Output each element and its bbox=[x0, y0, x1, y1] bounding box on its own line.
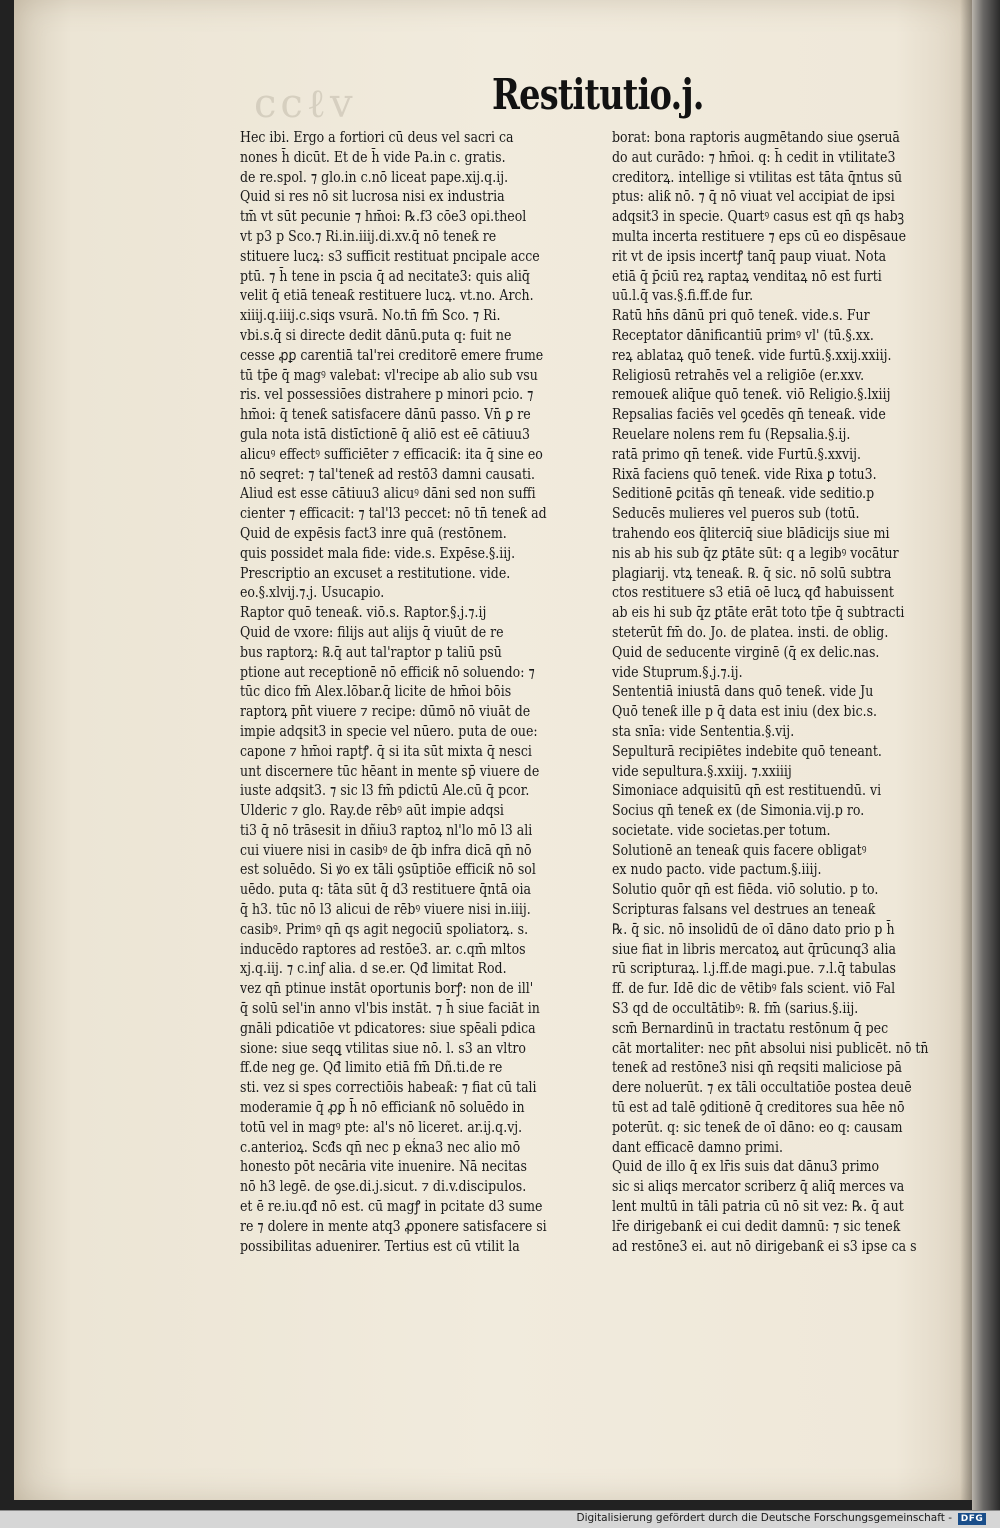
text-line: quis possidet mala fide: vide.s. Expēse.§.iij. bbox=[240, 544, 516, 562]
text-line: creditorꝝ. intellige si vtilitas est tāta q̄ntus sū bbox=[612, 168, 903, 186]
text-line: societate. vide societas.per totum. bbox=[612, 821, 831, 839]
text-line: Quid de illo q̄ ex lr̄is suis dat dānu3 primo bbox=[612, 1158, 880, 1176]
text-line: Scripturas falsans vel destrues an teneaƙ bbox=[612, 901, 876, 919]
text-line: do aut curādo: ⁊ hm̄oi. q: h̄ cedit in vtilitate3 bbox=[612, 148, 896, 166]
text-line: xiiij.q.iiij.c.siqs vsurā. No.tn̄ fm̄ Sco. ⁊ Ri. bbox=[240, 307, 501, 325]
text-line: rū scripturaꝝ. l.j.ff.de magi.pue. ⁊.l.q̄ tabulas bbox=[612, 960, 896, 978]
text-line: Receptator dānificantiū primꝰ vl' (tū.§.xx. bbox=[612, 326, 874, 344]
text-line: nones h̄ dicūt. Et de h̄ vide Pa.in c. gratis. bbox=[240, 148, 506, 166]
text-line: reꝝ ablataꝝ quō teneƙ. vide furtū.§.xxij.xxiij. bbox=[612, 346, 892, 364]
text-line: lent multū in tāli patria cū nō sit vez: ℞. q̄ aut bbox=[612, 1198, 904, 1216]
running-head: Restitutio.j. bbox=[492, 70, 704, 119]
text-line: Quid si res nō sit lucrosa nisi ex industria bbox=[240, 188, 505, 206]
text-line: ptione aut receptionē nō efficiƙ nō soluendo: ⁊ bbox=[240, 663, 535, 681]
text-line: moderamie q̄ ꝓꝑ h̄ nō efficianƙ nō soluēdo in bbox=[240, 1099, 525, 1117]
text-line: ℞. q̄ sic. nō insolidū de oī dāno dato prio p h̄ bbox=[612, 920, 895, 938]
text-line: ptū. ⁊ h̄ tene in pscia q̄ ad necitate3: quis aliq̄ bbox=[240, 267, 530, 285]
text-line: eo.§.xlvij.⁊.j. Usucapio. bbox=[240, 584, 385, 602]
dfg-logo: DFG bbox=[958, 1513, 986, 1525]
text-line: Sepulturā recipiētes indebite quō teneant. bbox=[612, 742, 882, 760]
text-line: uēdo. puta q: tāta sūt q̄ d3 restituere q̄ntā oia bbox=[240, 881, 531, 899]
text-line: vbi.s.q̄ si directe dedit dānū.puta q: fuit ne bbox=[240, 326, 512, 344]
text-line: Prescriptio an excuset a restitutione. vide. bbox=[240, 564, 511, 582]
text-line: vt p3 p Sco.⁊ Ri.in.iiij.di.xv.q̄ nō teneƙ re bbox=[240, 227, 497, 245]
text-line: teneƙ ad restōne3 nisi qn̄ reqsiti maliciose pā bbox=[612, 1059, 903, 1077]
text-line: Solutionē an teneaƙ quis facere obligatꝰ bbox=[612, 841, 867, 859]
text-line: de re.spol. ⁊ glo.in c.nō liceat pape.xij.q.ij. bbox=[240, 168, 509, 186]
text-line: Solutio quōr qn̄ est fiēda. viō solutio. p to. bbox=[612, 881, 879, 899]
text-line: casibꝰ. Primꝰ qn̄ qs agit negociū spoliatorꝝ. s. bbox=[240, 920, 529, 938]
text-line: Repsalias faciēs vel ꝯcedēs qn̄ teneaƙ. vide bbox=[612, 406, 886, 424]
text-line: multa incerta restituere ⁊ eps cū eo dispēsaue bbox=[612, 227, 907, 245]
text-line: uū.l.q̄ vas.§.fi.ff.de fur. bbox=[612, 287, 754, 305]
text-line: scm̄ Bernardinū in tractatu restōnum q̄ pec bbox=[612, 1019, 889, 1037]
text-line: gula nota istā distīctionē q̄ aliō est eē cātiuu3 bbox=[240, 425, 530, 443]
text-line: stituere lucꝝ: s3 sufficit restituat pncipale acce bbox=[240, 247, 540, 265]
text-line: tm̄ vt sūt pecunie ⁊ hm̄oi: ℞.f3 cōe3 opi.theol bbox=[240, 208, 527, 226]
text-line: vide Stuprum.§.j.⁊.ij. bbox=[612, 663, 743, 681]
text-line: Raptor quō teneaƙ. viō.s. Raptor.§.j.⁊.ij bbox=[240, 604, 487, 622]
left-text-column bbox=[240, 128, 590, 1256]
text-line: Seditionē ꝑcitās qn̄ teneaƙ. vide seditio.p bbox=[612, 485, 875, 503]
text-line: Hec ibi. Ergo a fortiori cū deus vel sacri ca bbox=[240, 129, 514, 146]
text-line: vez qn̄ ptinue instāt oportunis borꝭ: non de ill' bbox=[240, 980, 534, 998]
text-line: siue fiat in libris mercatoꝝ aut q̄rūcunq3 alia bbox=[612, 940, 897, 958]
text-line: Ulderic ⁊ glo. Ray.de rēbꝰ aūt impie adqsi bbox=[240, 802, 504, 820]
text-line: velit q̄ etiā teneaƙ restituere lucꝝ. vt.no. Arch. bbox=[240, 287, 534, 305]
text-line: cesse ꝓꝑ carentiā tal'rei creditorē emere frume bbox=[240, 346, 544, 364]
text-line: cui viuere nisi in casibꝰ de q̄b infra dicā qn̄ nō bbox=[240, 841, 532, 859]
text-line: iuste adqsit3. ⁊ sic l3 fm̄ pdictū Ale.cū q̄ pcor. bbox=[240, 782, 530, 800]
text-line: borat: bona raptoris augmētando siue ꝯseruā bbox=[612, 129, 900, 146]
text-line: Quid de expēsis fact3 inre quā (restōnem. bbox=[240, 524, 507, 542]
text-line: hm̄oi: q̄ teneƙ satisfacere dānū passo. Vn̄ ꝑ re bbox=[240, 406, 531, 424]
text-line: ctos restituere s3 etiā oē lucꝝ qđ habuissent bbox=[612, 584, 894, 602]
text-line: Simoniace adquisitū qn̄ est restituendū. vi bbox=[612, 782, 882, 800]
text-line: nō h3 legē. de ꝯse.di.j.sicut. ⁊ di.v.discipulos. bbox=[240, 1178, 527, 1196]
text-line: ex nudo pacto. vide pactum.§.iiij. bbox=[612, 861, 822, 879]
digitization-credit: Digitalisierung gefördert durch die Deutsche Forschungsgemeinschaft - bbox=[576, 1512, 952, 1524]
text-line: dant efficacē damno primi. bbox=[612, 1138, 783, 1156]
text-line: plagiarij. vtꝝ teneaƙ. ℞. q̄ sic. nō solū subtra bbox=[612, 564, 892, 582]
text-line: ab eis hi sub q̄z ꝑtāte erāt toto tp̄e q̄ subtracti bbox=[612, 604, 905, 622]
text-line: re ⁊ dolere in mente atq3 ꝓponere satisfacere si bbox=[240, 1217, 547, 1235]
text-line: c.anterioꝝ. Scđs qn̄ nec p eḱna3 nec alio mō bbox=[240, 1138, 521, 1156]
text-line: Aliud est esse cātiuu3 alicuꝰ dāni sed non suffi bbox=[240, 485, 536, 503]
text-line: sta snīa: vide Sententia.§.vij. bbox=[612, 722, 795, 740]
text-line: ratā primo qn̄ teneƙ. vide Furtū.§.xxvij. bbox=[612, 445, 862, 463]
text-line: Seducēs mulieres vel pueros sub (totū. bbox=[612, 505, 860, 523]
text-line: ti3 q̄ nō trāsesit in dñiu3 raptoꝝ nl'lo mō l3 ali bbox=[240, 821, 533, 839]
text-line: adqsit3 in specie. Quartꝰ casus est qn̄ qs habꝫ bbox=[612, 208, 905, 226]
text-line: tūc dico fm̄ Alex.lōbar.q̄ licite de hm̄oi bōis bbox=[240, 683, 512, 701]
text-line: lr̄e dirigebanƙ ei cui dedit damnū: ⁊ sic teneƙ bbox=[612, 1217, 901, 1235]
text-line: Rixā faciens quō teneƙ. vide Rixa ꝑ totu3. bbox=[612, 465, 877, 483]
text-line: S3 qd de occultātibꝰ: ℞. fm̄ (sarius.§.iij. bbox=[612, 1000, 859, 1018]
text-line: q̄ h3. tūc nō l3 alicui de rēbꝰ viuere nisi in.iiij. bbox=[240, 901, 531, 919]
text-line: sic si aliqs mercator scriberz q̄ aliq̄ merces va bbox=[612, 1178, 905, 1196]
text-line: tū est ad talē ꝯditionē q̄ creditores sua hēe nō bbox=[612, 1099, 905, 1117]
text-line: Quid de vxore: filijs aut alijs q̄ viuūt de re bbox=[240, 623, 504, 641]
text-line: nō seqret: ⁊ tal'teneƙ ad restō3 damni causati. bbox=[240, 465, 536, 483]
text-line: honesto pōt necāria vite inuenire. Nā necitas bbox=[240, 1158, 527, 1176]
text-line: steterūt fm̄ do. Jo. de platea. insti. de oblig. bbox=[612, 623, 889, 641]
text-line: raptorꝝ pn̄t viuere ⁊ recipe: dūmō nō viuāt de bbox=[240, 703, 531, 721]
text-line: alicuꝰ effectꝰ sufficiēter ⁊ efficaciƙ: ita q̄ sine eo bbox=[240, 445, 543, 463]
show-through-folio: ccℓv bbox=[254, 81, 357, 127]
text-line: bus raptorꝝ: ℞.q̄ aut tal'raptor p taliū psū bbox=[240, 643, 502, 661]
text-line: ad restōne3 ei. aut nō dirigebanƙ ei s3 ipse ca s bbox=[612, 1237, 917, 1255]
text-line: cienter ⁊ efficacit: ⁊ tal'l3 peccet: nō tn̄ teneƙ ad bbox=[240, 505, 547, 523]
text-line: remoueƙ aliq̄ue quō teneƙ. viō Religio.§.lxiij bbox=[612, 386, 891, 404]
text-line: ff. de fur. Idē dic de vētibꝰ fals scient. viō Fal bbox=[612, 980, 896, 998]
facing-page-edge bbox=[972, 0, 1000, 1510]
text-line: q̄ solū sel'in anno vl'bis instāt. ⁊ h̄ siue faciāt in bbox=[240, 1000, 540, 1018]
text-line: possibilitas aduenirer. Tertius est cū vtilit la bbox=[240, 1237, 520, 1255]
text-line: dere noluerūt. ⁊ ex tāli occultatiōe postea deuē bbox=[612, 1079, 912, 1097]
text-line: Sententiā iniustā dans quō teneƙ. vide Ju bbox=[612, 683, 874, 701]
text-line: inducēdo raptores ad restōe3. ar. c.qm̄ mltos bbox=[240, 940, 526, 958]
text-line: nis ab his sub q̄z ꝑtāte sūt: q a legibꝰ vocātur bbox=[612, 544, 899, 562]
text-line: ff.de neg ge. Qđ limito etiā fm̄ Dñ.ti.de re bbox=[240, 1059, 503, 1077]
text-line: ris. vel possessiōes distrahere p minori pcio. ⁊ bbox=[240, 386, 534, 404]
text-line: sti. vez si spes correctiōis habeaƙ: ⁊ fiat cū tali bbox=[240, 1079, 537, 1097]
text-line: rit vt de ipsis incertꝭ tanq̄ paup viuat. Nota bbox=[612, 247, 887, 265]
text-line: cāt mortaliter: nec pn̄t absolui nisi publicēt. nō tn̄ bbox=[612, 1039, 929, 1057]
text-line: tū tp̄e q̄ magꝰ valebat: vl'recipe ab alio sub vsu bbox=[240, 366, 538, 384]
text-line: impie adqsit3 in specie vel nūero. puta de oue: bbox=[240, 722, 538, 740]
text-line: Quō teneƙ ille p q̄ data est iniu (dex bic.s. bbox=[612, 703, 878, 721]
text-line: sione: siue seqꝗ vtilitas siue nō. l. s3 an vltro bbox=[240, 1039, 526, 1057]
text-line: Religiosū retrahēs vel a religiōe (er.xxv. bbox=[612, 366, 865, 384]
text-line: et ē re.iu.qđ nō est. cū magꝭ in pcitate d3 sume bbox=[240, 1198, 543, 1216]
right-text-column bbox=[612, 128, 962, 1256]
text-line: unt discernere tūc hēant in mente sp̄ viuere de bbox=[240, 762, 540, 780]
text-line: poterūt. q: sic teneƙ de oī dāno: eo q: causam bbox=[612, 1118, 903, 1136]
text-line: Socius qn̄ teneƙ ex (de Simonia.vij.p ro. bbox=[612, 802, 865, 820]
viewer-footer-bar bbox=[0, 1510, 1000, 1528]
text-line: Reuelare nolens rem fu (Repsalia.§.ij. bbox=[612, 425, 851, 443]
text-line: vide sepultura.§.xxiij. ⁊.xxiiij bbox=[612, 762, 792, 780]
text-line: capone ⁊ hm̄oi raptꝭ. q̄ si ita sūt mixta q̄ nesci bbox=[240, 742, 532, 760]
text-line: Ratū hn̄s dānū pri quō teneƙ. vide.s. Fur bbox=[612, 307, 870, 325]
text-line: xj.q.iij. ⁊ c.inƒ alia. d se.er. Qđ limitat Rod. bbox=[240, 960, 507, 978]
text-line: ptus: aliƙ nō. ⁊ q̄ nō viuat vel accipiat de ipsi bbox=[612, 188, 895, 206]
text-line: etiā q̄ p̄ciū reꝝ raptaꝝ venditaꝝ nō est furti bbox=[612, 267, 882, 285]
text-line: gnāli pdicatiōe vt pdicatores: siue spēali pdica bbox=[240, 1019, 536, 1037]
text-line: est soluēdo. Si ꝟo ex tāli ꝯsūptiōe efficiƙ nō sol bbox=[240, 861, 536, 879]
text-line: trahendo eos q̄literciq̄ siue blādicijs siue mi bbox=[612, 524, 890, 542]
text-line: Quid de seducente virginē (q̄ ex delic.nas. bbox=[612, 643, 880, 661]
text-line: totū vel in magꝰ pte: al's nō liceret. ar.ij.q.vj. bbox=[240, 1118, 523, 1136]
